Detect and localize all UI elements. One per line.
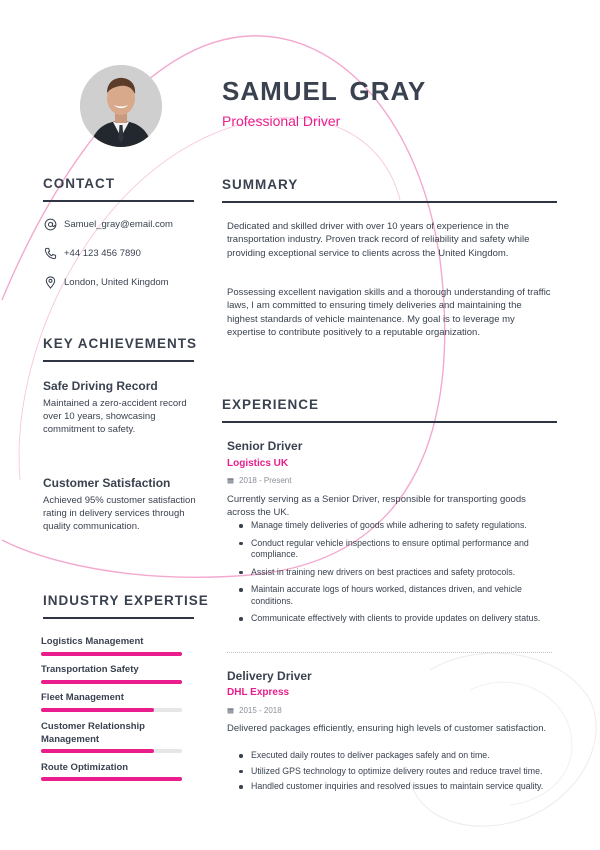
contact-location: [44, 276, 169, 289]
job-title: Delivery Driver: [227, 669, 312, 683]
phone-icon: [44, 247, 57, 260]
phone-text: +44 123 456 7890: [64, 248, 141, 259]
calendar-icon: [227, 707, 234, 714]
email-text: Samuel_gray@email.com: [64, 219, 173, 230]
skill-label: Route Optimization: [41, 762, 129, 773]
skill-bar: [41, 680, 182, 684]
skill-bar: [41, 652, 182, 656]
job-dates: [227, 476, 291, 485]
job-dates-text: 2015 - 2018: [239, 706, 282, 715]
person-name: SAMUEL GRAY: [222, 76, 427, 106]
profile-photo: [80, 65, 162, 147]
summary-paragraph: Possessing excellent navigation skills and a thorough understanding of traffic laws, I am committed to ensuring timely deliveries and maintaining the highest standards of vehicle maintenance. My goal is to leverage my expertise to contribute positively to a reputable organization.: [227, 287, 551, 338]
achievement-text: Achieved 95% customer satisfaction rating in delivery services through quality communication.: [43, 495, 196, 532]
expertise-rule: [43, 617, 194, 619]
list-item: Executed daily routes to deliver packages safely and on time.: [237, 750, 552, 762]
skill-label: Logistics Management: [41, 636, 144, 647]
skill-label: Fleet Management: [41, 692, 124, 703]
job-divider: [227, 652, 552, 653]
list-item: Handled customer inquiries and resolved issues to maintain service quality.: [237, 781, 552, 793]
skill-bar: [41, 749, 182, 753]
summary-paragraph: Dedicated and skilled driver with over 10 years of experience in the transportation industry. Proven track record of reliability and safety while providing exceptional service to clients across the United Kingdom.: [227, 221, 530, 259]
achievement-title: Customer Satisfaction: [43, 476, 171, 490]
summary-heading: SUMMARY: [222, 177, 299, 192]
list-item: Maintain accurate logs of hours worked, distances driven, and vehicle conditions.: [237, 584, 552, 607]
summary-rule: [222, 201, 557, 203]
company-name: DHL Express: [227, 687, 290, 698]
skill-label: Transportation Safety: [41, 664, 139, 675]
contact-heading: CONTACT: [43, 176, 115, 191]
job-role: Professional Driver: [222, 113, 341, 129]
job-bullets: [237, 750, 552, 793]
achievements-rule: [43, 360, 194, 362]
list-item: Utilized GPS technology to optimize delivery routes and reduce travel time.: [237, 766, 552, 778]
skill-bar-fill: [41, 708, 154, 712]
list-item: Conduct regular vehicle inspections to ensure optimal performance and compliance.: [237, 538, 552, 561]
location-text: London, United Kingdom: [64, 277, 169, 288]
contact-phone[interactable]: [44, 247, 141, 260]
achievement-title: Safe Driving Record: [43, 379, 158, 393]
skill-bar: [41, 777, 182, 781]
company-name: Logistics UK: [227, 458, 289, 469]
list-item: Manage timely deliveries of goods while adhering to safety regulations.: [237, 520, 552, 532]
job-dates: [227, 706, 282, 715]
skill-bar-fill: [41, 680, 182, 684]
contact-email[interactable]: [44, 218, 173, 231]
skill-bar-fill: [41, 777, 182, 781]
skill-bar-fill: [41, 749, 154, 753]
calendar-icon: [227, 477, 234, 484]
job-title: Senior Driver: [227, 439, 303, 453]
list-item: Assist in training new drivers on best practices and safety protocols.: [237, 567, 552, 579]
experience-heading: EXPERIENCE: [222, 397, 320, 412]
job-description: Delivered packages efficiently, ensuring high levels of customer satisfaction.: [227, 723, 547, 734]
job-dates-text: 2018 - Present: [239, 476, 292, 485]
job-description: Currently serving as a Senior Driver, responsible for transporting goods across the UK.: [227, 494, 526, 519]
skill-label: Customer Relationship Management: [41, 721, 145, 745]
skill-bar-fill: [41, 652, 182, 656]
expertise-heading: INDUSTRY EXPERTISE: [43, 593, 209, 608]
experience-rule: [222, 421, 557, 423]
contact-rule: [43, 200, 194, 202]
location-pin-icon: [44, 276, 57, 289]
at-sign-icon: [44, 218, 57, 231]
job-bullets: [237, 520, 552, 625]
skill-bar: [41, 708, 182, 712]
achievements-heading: KEY ACHIEVEMENTS: [43, 336, 198, 351]
list-item: Communicate effectively with clients to provide updates on delivery status.: [237, 613, 552, 625]
achievement-text: Maintained a zero-accident record over 10 years, showcasing commitment to safety.: [43, 398, 187, 435]
